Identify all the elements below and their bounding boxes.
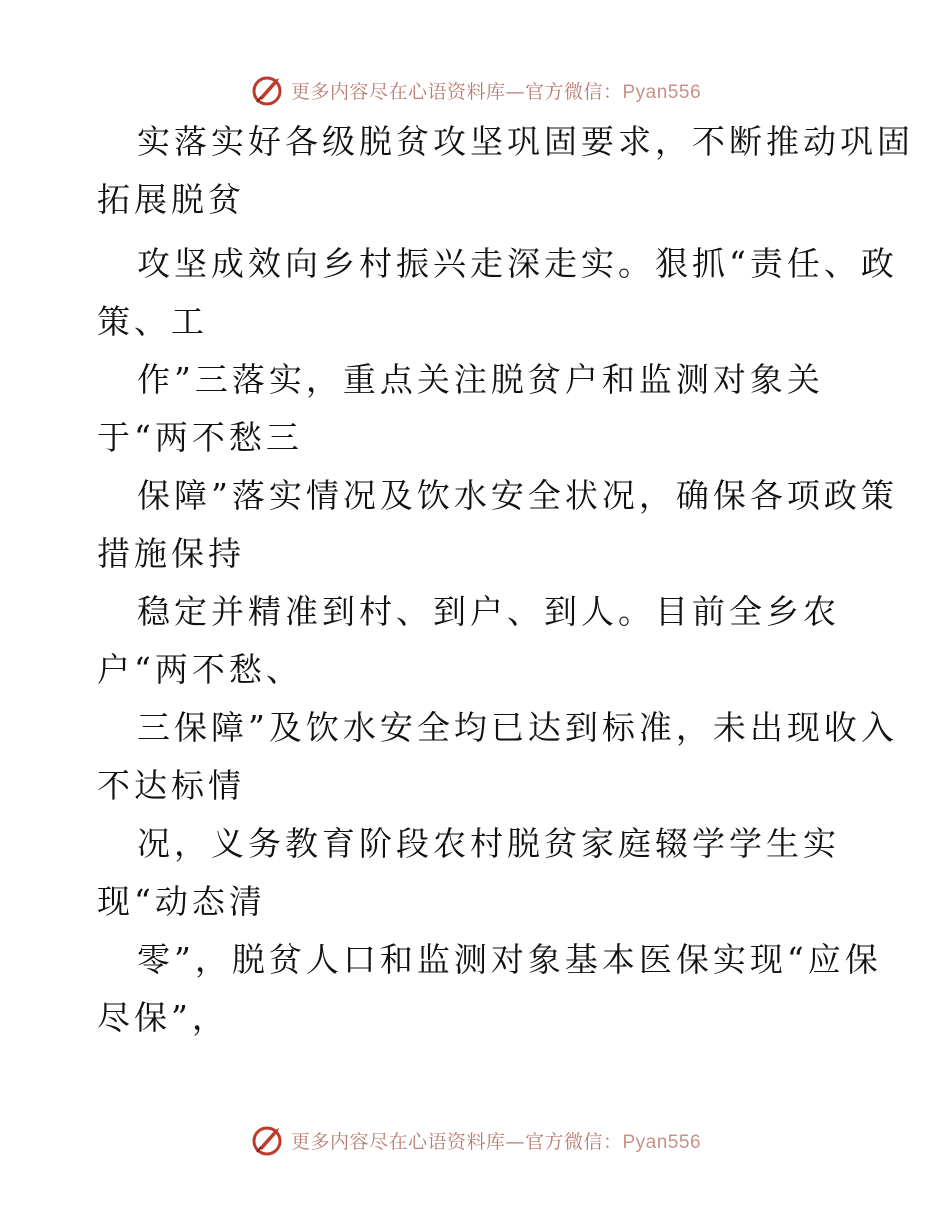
body-line: 现“动态清 [97,882,266,921]
body-line: 拓展脱贫 [97,180,245,219]
body-line: 措施保持 [97,534,245,573]
wechat-id: Pyan556 [622,1131,702,1153]
quill-pen-logo-icon [249,1122,285,1158]
body-line: 不达标情 [97,766,245,805]
body-line: 攻坚成效向乡村振兴走深走实。狠抓“责任、政 [137,244,898,283]
body-line: 保障”落实情况及饮水安全状况，确保各项政策 [137,476,898,515]
body-line: 三保障”及饮水安全均已达到标准，未出现收入 [137,708,898,747]
banner-text [291,1127,701,1154]
header-banner [0,70,950,110]
body-line: 户“两不愁、 [97,650,303,689]
body-line: 于“两不愁三 [97,418,303,457]
body-line: 况，义务教育阶段农村脱贫家庭辍学学生实 [137,824,840,863]
banner-text [291,77,701,104]
wechat-id: Pyan556 [622,81,702,103]
quill-pen-logo-icon [249,72,285,108]
footer-banner [0,1120,950,1160]
banner-label: 更多内容尽在心语资料库—官方微信： [290,80,623,103]
banner-label: 更多内容尽在心语资料库—官方微信： [290,1130,623,1153]
body-line: 实落实好各级脱贫攻坚巩固要求，不断推动巩固 [137,122,914,161]
body-line: 零”，脱贫人口和监测对象基本医保实现“应保 [137,940,882,979]
body-line: 尽保”， [97,998,229,1037]
body-line: 稳定并精准到村、到户、到人。目前全乡农 [137,592,840,631]
body-line: 策、工 [97,302,208,341]
body-line: 作”三落实，重点关注脱贫户和监测对象关 [137,360,824,399]
